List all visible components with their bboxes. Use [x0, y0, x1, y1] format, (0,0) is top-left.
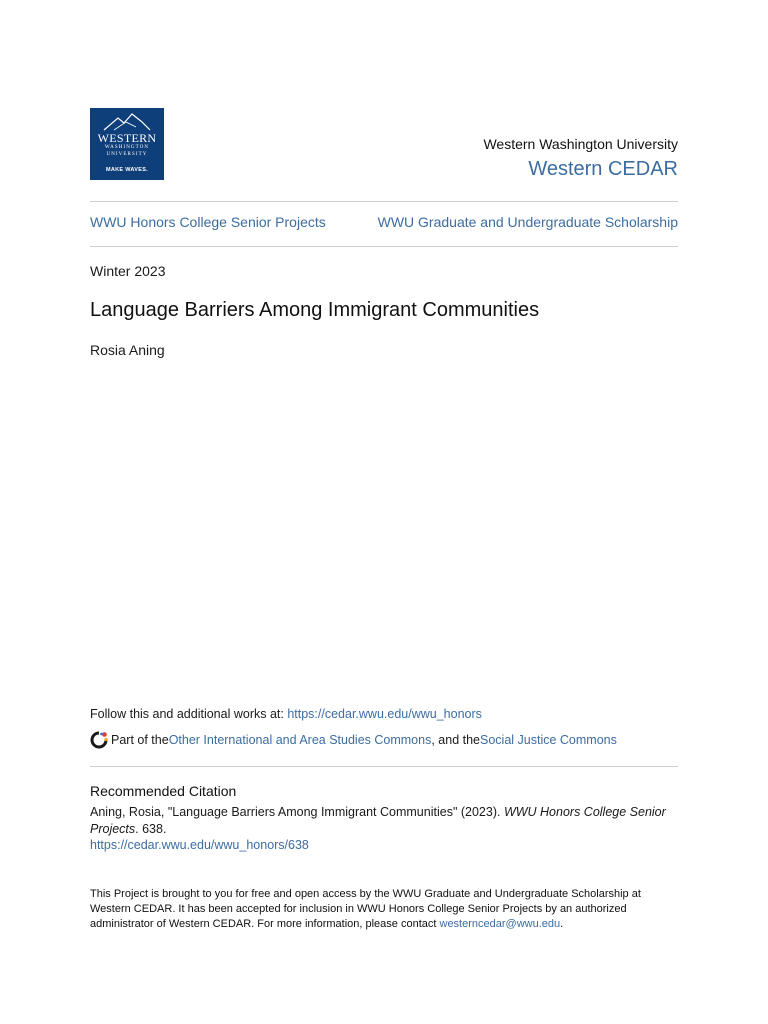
logo-tagline: MAKE WAVES. [105, 167, 148, 173]
citation-url-link[interactable]: https://cedar.wwu.edu/wwu_honors/638 [90, 838, 309, 852]
divider [90, 201, 678, 202]
access-statement-end: . [560, 918, 564, 930]
logo-washington: WASHINGTON [104, 145, 150, 150]
citation-body: Aning, Rosia, "Language Barriers Among Immigrant Communities" (2023). [90, 805, 504, 819]
access-statement-text: This Project is brought to you for free and open access by the WWU Graduate and Undergraduate Scholarship at Western CEDAR. It has been accepted for inclusion in WWU Honors College Senior Projects by an authorized administrator of Western CEDAR. For more information, please contact [90, 888, 641, 930]
institution-name: Western Washington University [483, 136, 678, 152]
parent-collection-link[interactable]: WWU Graduate and Undergraduate Scholarship [377, 214, 678, 230]
logo-western: WESTERN [97, 131, 157, 145]
publication-date: Winter 2023 [90, 263, 166, 279]
contact-email-link[interactable]: westerncedar@wwu.edu [439, 918, 561, 930]
repository-link[interactable]: Western CEDAR [528, 158, 678, 180]
citation-text [90, 804, 678, 838]
commons-network-icon [90, 731, 108, 749]
mountain-icon [90, 108, 164, 132]
divider [90, 766, 678, 767]
collection-link[interactable]: WWU Honors College Senior Projects [90, 214, 326, 230]
logo-university: UNIVERSITY [106, 152, 148, 157]
commons-link-social-justice[interactable]: Social Justice Commons [480, 733, 617, 747]
follow-prefix: Follow this and additional works at: [90, 707, 288, 721]
university-logo [90, 108, 164, 180]
document-author: Rosia Aning [90, 342, 165, 358]
divider [90, 246, 678, 247]
commons-link-international[interactable]: Other International and Area Studies Commons [168, 733, 432, 747]
document-title: Language Barriers Among Immigrant Communities [90, 299, 540, 321]
follow-url-link[interactable]: https://cedar.wwu.edu/wwu_honors [287, 707, 482, 721]
citation-series: WWU Honors College Senior Projects [90, 805, 666, 836]
part-of-line [90, 731, 617, 749]
access-statement [90, 887, 678, 932]
part-of-prefix: Part of the [111, 733, 169, 747]
citation-number: . 638. [135, 822, 167, 836]
follow-line [90, 707, 482, 721]
part-of-middle: , and the [431, 733, 480, 747]
citation-heading: Recommended Citation [90, 783, 237, 799]
